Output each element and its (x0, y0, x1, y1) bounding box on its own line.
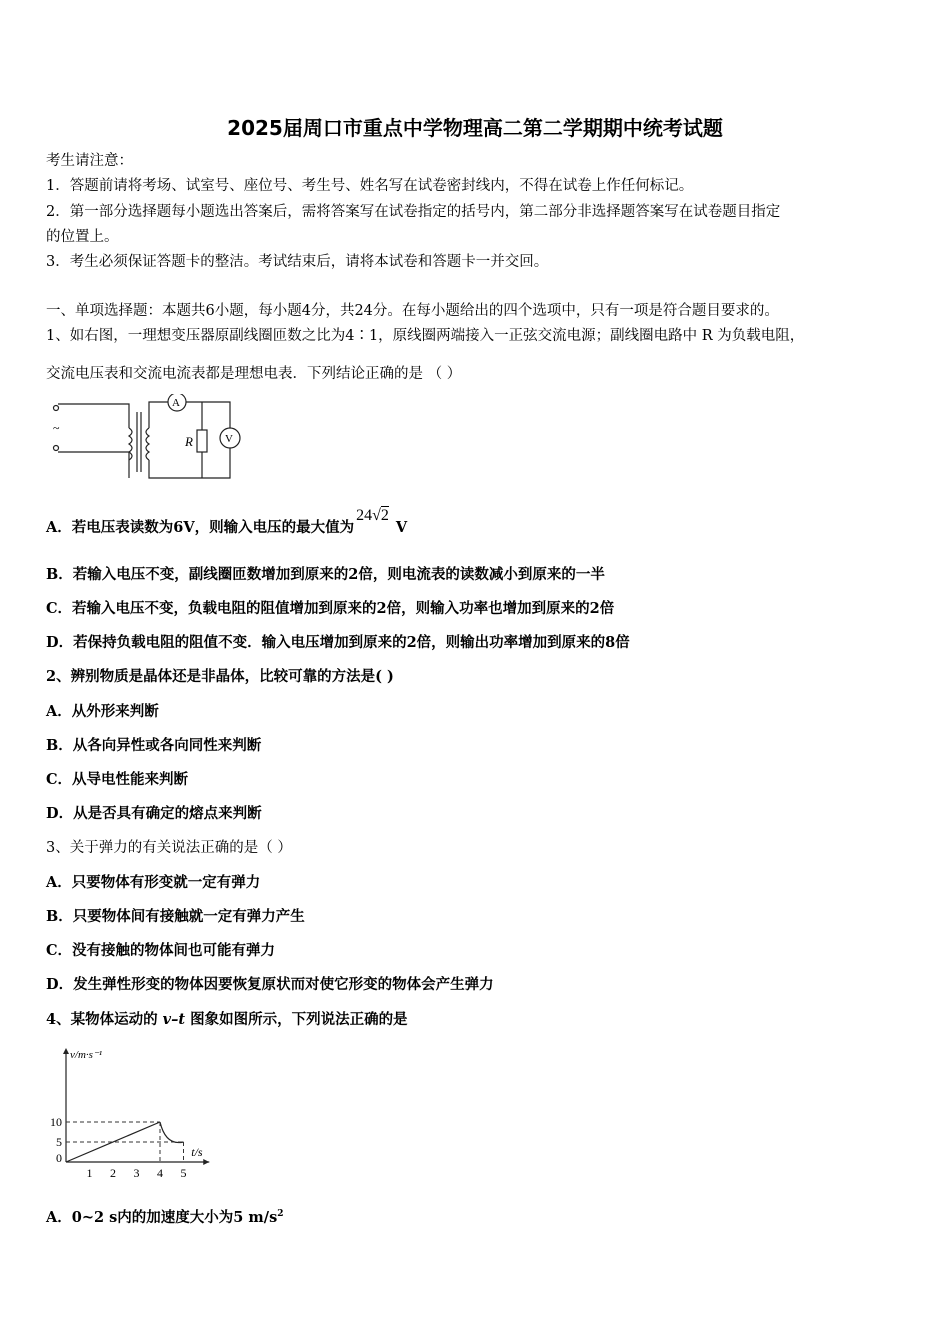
q1-option-a (46, 507, 408, 537)
q1-stem-line2: 交流电压表和交流电流表都是理想电表．下列结论正确的是 （ ） (46, 366, 462, 382)
source-terminal-top (54, 406, 59, 411)
q1-option-c: C．若输入电压不变，负载电阻的阻值增加到原来的2倍，则输入功率也增加到原来的2倍 (46, 600, 615, 617)
q2-option-b: B．从各向异性或各向同性来判断 (46, 737, 262, 754)
q3-option-d: D．发生弹性形变的物体因要恢复原状而对使它形变的物体会产生弹力 (46, 976, 494, 993)
y-tick-label: 5 (56, 1135, 62, 1149)
ammeter-label: A (172, 397, 180, 409)
notice-item-2: 2．第一部分选择题每小题选出答案后，需将答案写在试卷指定的括号内，第二部分非选择题答案写在试卷题目指定 (46, 204, 781, 220)
q1-option-b: B．若输入电压不变，副线圈匝数增加到原来的2倍，则电流表的读数减小到原来的一半 (46, 566, 605, 583)
velocity-time-chart (40, 1042, 240, 1182)
math-expression (354, 507, 391, 524)
q2-option-d: D．从是否具有确定的熔点来判断 (46, 805, 262, 822)
q4-stem-post: 图象如图所示，下列说法正确的是 (185, 1011, 408, 1028)
q1-option-a-unit: V (390, 519, 408, 536)
q4-option-a-sup: 2 (277, 1209, 284, 1219)
x-tick-label: 1 (86, 1166, 93, 1180)
x-tick-label: 3 (133, 1166, 140, 1180)
notice-item-3: 3．考生必须保证答题卡的整洁。考试结束后，请将本试卷和答题卡一并交回。 (46, 254, 549, 270)
notice-item-1: 1．答题前请将考场、试室号、座位号、考生号、姓名写在试卷密封线内，不得在试卷上作任何标记。 (46, 178, 694, 194)
y-tick-label: 10 (50, 1115, 62, 1129)
y-axis-label: v/m·s⁻¹ (70, 1049, 103, 1061)
resistor-label: R (185, 434, 193, 449)
q4-option-a (46, 1205, 284, 1227)
ac-source-symbol: ~ (53, 421, 60, 435)
resistor (197, 430, 207, 452)
y-axis-arrow (63, 1048, 69, 1054)
q1-stem-line1: 1、如右图，一理想变压器原副线圈匝数之比为4∶1，原线圈两端接入一正弦交流电源；副线圈电路中 R 为负载电阻， (46, 328, 805, 344)
section-heading: 一、单项选择题：本题共6小题，每小题4分，共24分。在每小题给出的四个选项中，只有一项是符合题目要求的。 (46, 303, 779, 319)
secondary-coil (146, 428, 149, 460)
radicand: 2 (380, 507, 389, 524)
q3-option-b: B．只要物体间有接触就一定有弹力产生 (46, 908, 305, 925)
q4-option-a-text: A．0~2 s内的加速度大小为5 m/s (46, 1208, 278, 1226)
q4-stem-pre: 4、某物体运动的 (46, 1011, 163, 1028)
y-tick-label: 0 (56, 1151, 62, 1165)
voltmeter-label: V (225, 433, 233, 445)
q2-option-a: A．从外形来判断 (46, 703, 159, 720)
source-terminal-bottom (54, 446, 59, 451)
q2-stem: 2、辨别物质是晶体还是非晶体，比较可靠的方法是( ) (46, 668, 394, 685)
q3-option-c: C．没有接触的物体间也可能有弹力 (46, 942, 276, 959)
q1-option-a-text: A．若电压表读数为6V，则输入电压的最大值为 (46, 519, 355, 536)
x-axis-label: t/s (191, 1145, 203, 1159)
q4-stem (46, 1011, 408, 1029)
notice-item-2-cont: 的位置上。 (46, 229, 119, 245)
q4-stem-vt: v–t (162, 1011, 186, 1028)
x-tick-label: 4 (157, 1166, 163, 1180)
sqrt-symbol: √ (372, 507, 381, 524)
x-tick-label: 5 (180, 1166, 187, 1180)
q3-option-a: A．只要物体有形变就一定有弹力 (46, 874, 261, 891)
x-tick-label: 2 (110, 1166, 116, 1180)
q1-option-d: D．若保持负载电阻的阻值不变．输入电压增加到原来的2倍，则输出功率增加到原来的8倍 (46, 634, 630, 651)
x-axis-arrow (203, 1159, 209, 1165)
q2-option-c: C．从导电性能来判断 (46, 771, 189, 788)
notice-heading: 考生请注意： (46, 153, 133, 169)
q3-stem: 3、关于弹力的有关说法正确的是（ ） (46, 840, 292, 856)
series-line-curve (160, 1122, 184, 1143)
transformer-circuit-diagram (44, 394, 246, 484)
page-title: 2025届周口市重点中学物理高二第二学期期中统考试题 (227, 116, 723, 140)
radical-coefficient: 24 (356, 507, 373, 524)
